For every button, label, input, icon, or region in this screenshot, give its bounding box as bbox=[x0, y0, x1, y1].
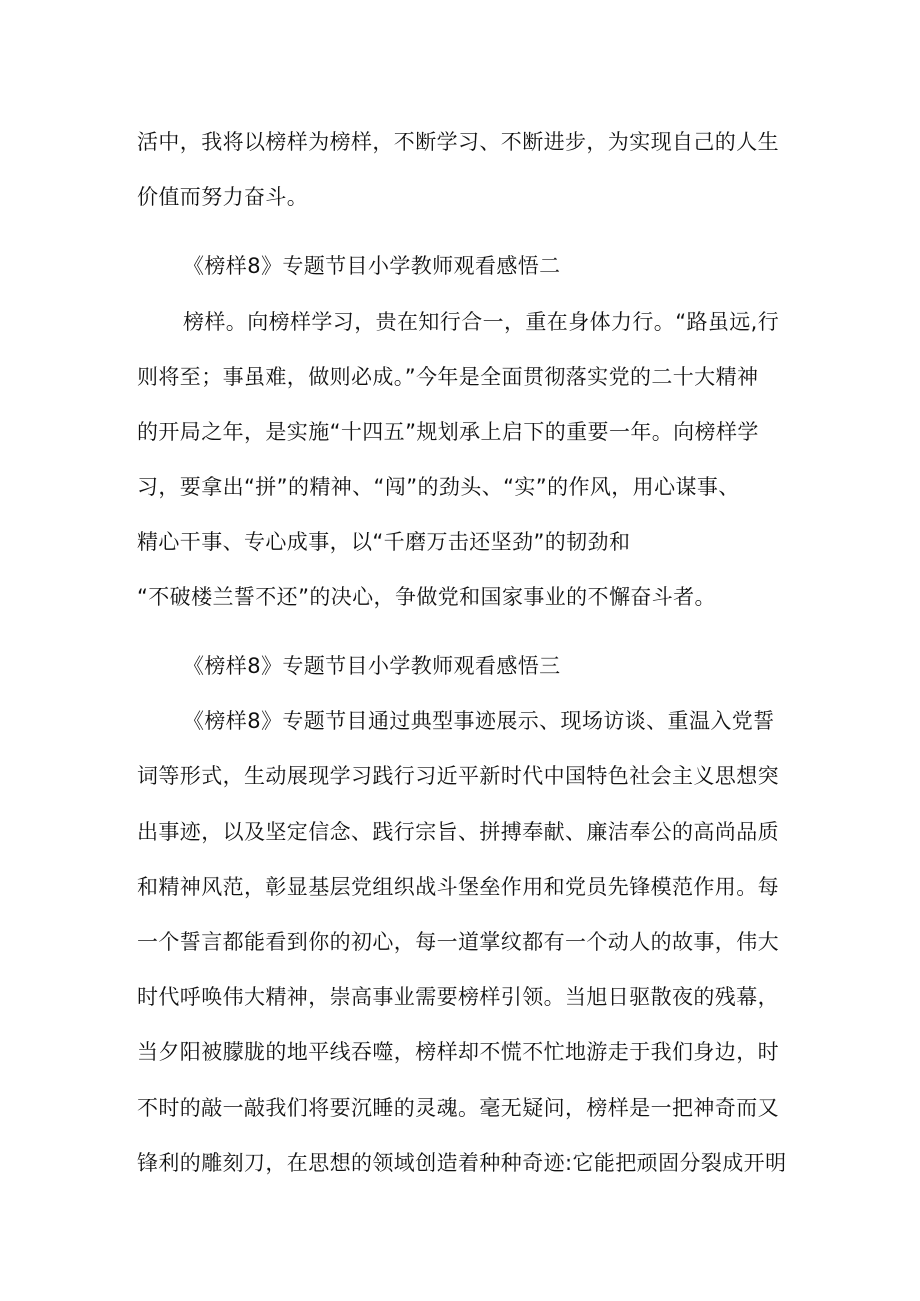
section-heading-3: 《榜样8》专题节目小学教师观看感悟三 bbox=[183, 654, 561, 678]
paragraph-line: 和精神风范，彰显基层党组织战斗堡垒作用和党员先锋模范作用。每 bbox=[137, 875, 779, 899]
paragraph-line: 一个誓言都能看到你的初心，每一道掌纹都有一个动人的故事，伟大 bbox=[137, 930, 779, 954]
paragraph-line: 价值而努力奋斗。 bbox=[137, 185, 309, 209]
paragraph-line: 出事迹，以及坚定信念、践行宗旨、拼搏奉献、廉洁奉公的高尚品质 bbox=[137, 820, 779, 844]
paragraph-line: 习，要拿出“拼”的精神、“闯”的劲头、“实”的作风，用心谋事、 bbox=[137, 475, 740, 499]
paragraph-line: 当夕阳被朦胧的地平线吞噬，榜样却不慌不忙地游走于我们身边，时 bbox=[137, 1040, 779, 1064]
paragraph-line: 精心干事、专心成事，以“千磨万击还坚劲”的韧劲和 bbox=[137, 530, 631, 554]
paragraph-line: 榜样。向榜样学习，贵在知行合一，重在身体力行。“路虽远,行 bbox=[183, 310, 780, 334]
paragraph-line: 《榜样8》专题节目通过典型事迹展示、现场访谈、重温入党誓 bbox=[183, 709, 775, 733]
paragraph-line: 词等形式，生动展现学习践行习近平新时代中国特色社会主义思想突 bbox=[137, 764, 779, 788]
paragraph-line: 时代呼唤伟大精神，崇高事业需要榜样引领。当旭日驱散夜的残幕， bbox=[137, 985, 779, 1009]
paragraph-line: 不时的敲一敲我们将要沉睡的灵魂。毫无疑问，榜样是一把神奇而又 bbox=[137, 1096, 779, 1120]
paragraph-line: 锋利的雕刻刀，在思想的领域创造着种种奇迹:它能把顽固分裂成开明 bbox=[137, 1151, 787, 1175]
paragraph-line: 的开局之年，是实施“十四五”规划承上启下的重要一年。向榜样学 bbox=[137, 420, 759, 444]
paragraph-line: 则将至；事虽难，做则必成。”今年是全面贯彻落实党的二十大精神 bbox=[137, 365, 759, 389]
section-heading-2: 《榜样8》专题节目小学教师观看感悟二 bbox=[183, 254, 561, 278]
paragraph-line: 活中，我将以榜样为榜样，不断学习、不断进步，为实现自己的人生 bbox=[137, 130, 779, 154]
paragraph-line: “不破楼兰誓不还”的决心，争做党和国家事业的不懈奋斗者。 bbox=[137, 585, 716, 609]
